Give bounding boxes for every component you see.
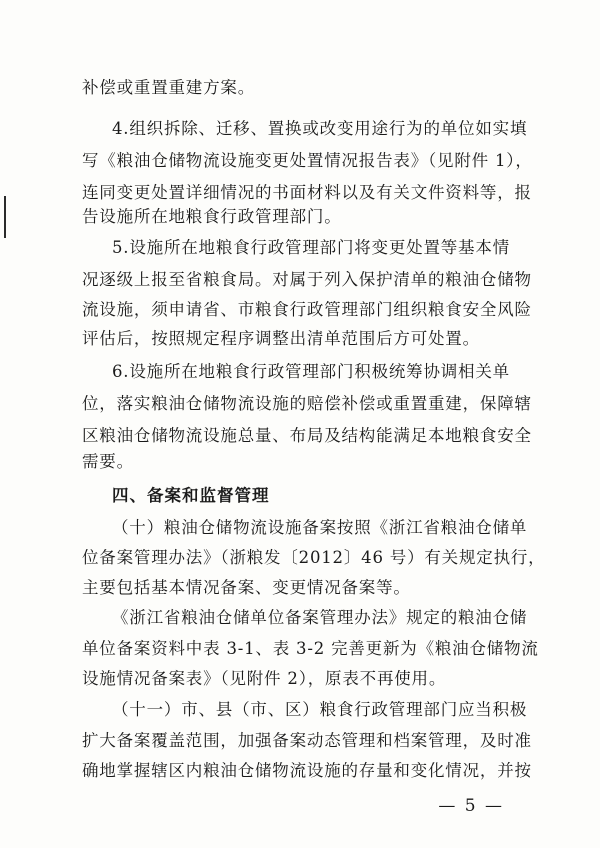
- text-line: （十）粮油仓储物流设施备案按照《浙江省粮油仓储单: [112, 518, 528, 537]
- text-line: 补偿或重置重建方案。: [82, 78, 255, 97]
- scan-margin-mark: [4, 196, 6, 238]
- text-line: 确地掌握辖区内粮油仓储物流设施的存量和变化情况，并按: [82, 761, 532, 780]
- text-line: 主要包括基本情况备案、变更情况备案等。: [82, 578, 411, 597]
- text-line: 况逐级上报至省粮食局。对属于列入保护清单的粮油仓储物: [82, 270, 532, 289]
- text-line: 6.设施所在地粮食行政管理部门积极统筹协调相关单: [112, 362, 510, 381]
- text-line: 位，落实粮油仓储物流设施的赔偿补偿或重置重建，保障辖: [82, 394, 532, 413]
- text-line: （十一）市、县（市、区）粮食行政管理部门应当积极: [112, 700, 528, 719]
- text-line: 扩大备案覆盖范围，加强备案动态管理和档案管理，及时准: [82, 731, 532, 750]
- text-line: 设施情况备案表》（见附件 2），原表不再使用。: [82, 669, 447, 688]
- text-line: 4.组织拆除、迁移、置换或改变用途行为的单位如实填: [112, 119, 528, 138]
- text-line: 5.设施所在地粮食行政管理部门将变更处置等基本情: [112, 238, 510, 257]
- text-line: 需要。: [82, 452, 134, 471]
- text-line: 评估后，按照规定程序调整出清单范围后方可处置。: [82, 329, 480, 348]
- text-line: 连同变更处置详细情况的书面材料以及有关文件资料等，报: [82, 183, 532, 202]
- text-line: 告设施所在地粮食行政管理部门。: [82, 207, 342, 226]
- text-line: 区粮油仓储物流设施总量、布局及结构能满足本地粮食安全: [82, 426, 532, 445]
- text-line: 位备案管理办法》（浙粮发〔2012〕46 号）有关规定执行，: [82, 548, 546, 567]
- section-heading: 四、备案和监督管理: [112, 486, 270, 505]
- text-line: 流设施，须申请省、市粮食行政管理部门组织粮食安全风险: [82, 300, 532, 319]
- page-number: — 5 —: [438, 796, 504, 816]
- text-line: 写《粮油仓储物流设施变更处置情况报告表》（见附件 1），: [82, 151, 533, 170]
- text-line: 《浙江省粮油仓储单位备案管理办法》规定的粮油仓储: [112, 608, 528, 627]
- text-line: 单位备案资料中表 3-1、表 3-2 完善更新为《粮油仓储物流: [82, 639, 539, 658]
